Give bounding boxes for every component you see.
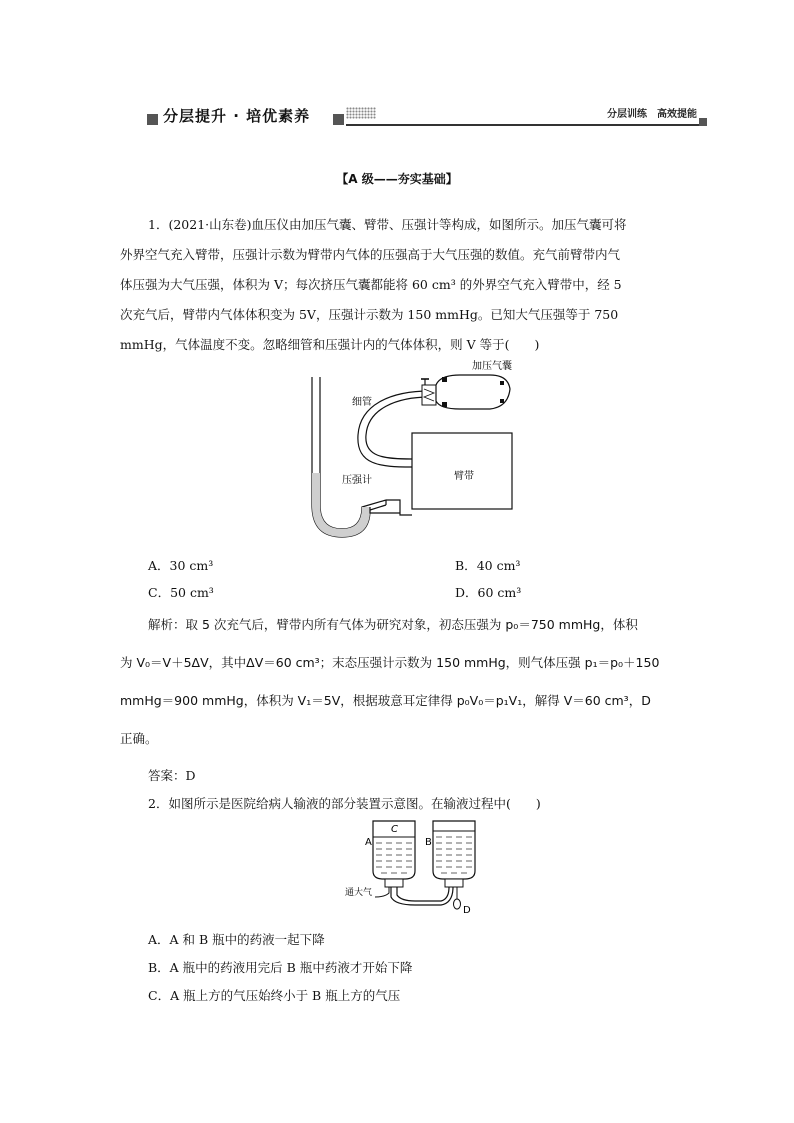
q2-option-b[interactable]: B．A 瓶中的药液用完后 B 瓶中药液才开始下降 [148, 960, 413, 975]
q1-stem-line: 次充气后，臂带内气体体积变为 5V，压强计示数为 150 mmHg。已知大气压强等于 750 [120, 307, 619, 322]
q1-option-a[interactable]: A．30 cm³ [148, 558, 214, 573]
cuff-label: 臂带 [454, 471, 474, 482]
header-square-mid-icon [333, 114, 344, 125]
q2-stem: 2．如图所示是医院给病人输液的部分装置示意图。在输液过程中( ) [148, 796, 541, 811]
infusion-figure [345, 815, 495, 915]
bottle-a-label: A [365, 837, 372, 848]
q1-option-c[interactable]: C．50 cm³ [148, 585, 214, 600]
q1-stem-line: 外界空气充入臂带，压强计示数为臂带内气体的压强高于大气压强的数值。充气前臂带内气 [120, 247, 621, 262]
header-square-left-icon [147, 114, 158, 125]
q1-solution-line: 解析：取 5 次充气后，臂带内所有气体为研究对象，初态压强为 p₀＝750 mmHg，体积 [148, 617, 638, 632]
q1-stem [120, 210, 680, 360]
section-title: 分层提升 · 培优素养 [163, 107, 311, 125]
q1-option-d[interactable]: D．60 cm³ [455, 585, 522, 600]
gauge-label: 压强计 [342, 475, 372, 486]
q1-solution [120, 606, 680, 758]
q1-stem-line: mmHg，气体温度不变。忽略细管和压强计内的气体体积，则 V 等于( ) [120, 337, 540, 352]
header-rule [346, 124, 703, 126]
q2-option-a[interactable]: A．A 和 B 瓶中的药液一起下降 [148, 932, 325, 947]
bottle-b-label: B [425, 837, 432, 848]
q1-option-b[interactable]: B．40 cm³ [455, 558, 521, 573]
d-label: D [463, 905, 471, 915]
vent-label: 通大气 [345, 888, 373, 898]
c-label: C [391, 824, 398, 835]
q1-stem-line: 1．(2021·山东卷)血压仪由加压气囊、臂带、压强计等构成，如图所示。加压气囊可将 [148, 217, 627, 232]
bulb-label: 加压气囊 [472, 361, 512, 372]
section-header [145, 100, 707, 130]
blood-pressure-figure [300, 355, 530, 545]
q1-solution-line: 正确。 [120, 731, 158, 746]
q1-answer: 答案：D [148, 768, 196, 783]
header-dots-pattern [346, 107, 376, 119]
section-subtitle: 分层训练 高效提能 [607, 109, 697, 120]
q1-stem-line: 体压强为大气压强，体积为 V；每次挤压气囊都能将 60 cm³ 的外界空气充入臂带中，经 5 [120, 277, 622, 292]
q1-solution-line: mmHg＝900 mmHg，体积为 V₁＝5V，根据玻意耳定律得 p₀V₀＝p₁V₁，解得 V＝60 cm³，D [120, 693, 651, 708]
q2-option-c[interactable]: C．A 瓶上方的气压始终小于 B 瓶上方的气压 [148, 988, 401, 1003]
tube-label: 细管 [352, 397, 372, 408]
header-square-right-icon [699, 118, 707, 126]
level-heading: 【A 级——夯实基础】 [336, 172, 458, 186]
q1-solution-line: 为 V₀＝V＋5ΔV，其中ΔV＝60 cm³；末态压强计示数为 150 mmHg，则气体压强 p₁＝p₀＋150 [120, 655, 660, 670]
